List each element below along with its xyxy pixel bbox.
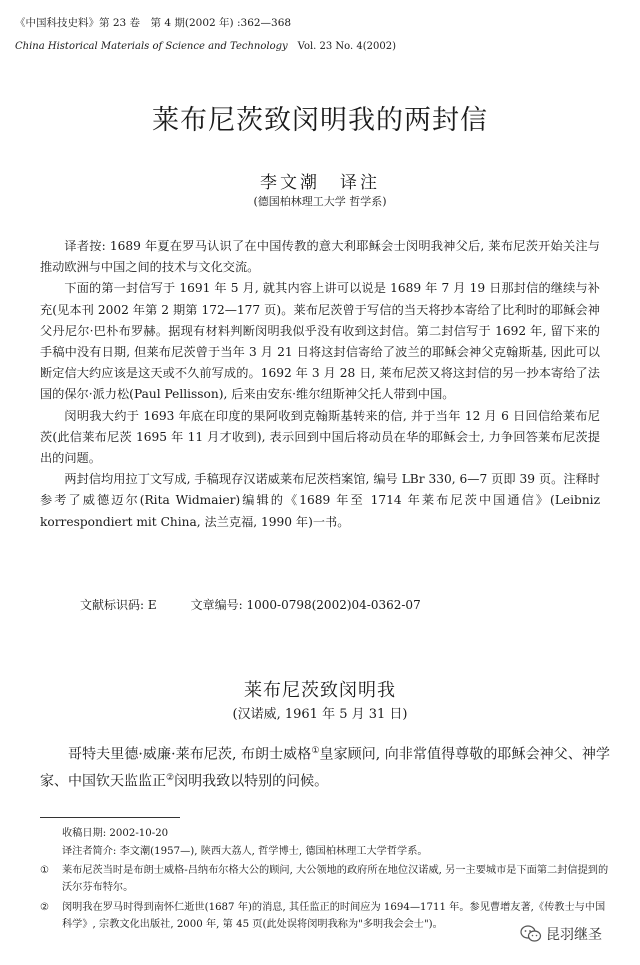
letter-text-part: 闵明我致以特别的问候。	[174, 773, 329, 790]
footnote-marker: ①	[40, 865, 50, 876]
running-header-english	[15, 40, 396, 54]
footnote-divider	[40, 817, 180, 818]
footnote-text: 莱布尼茨当时是布朗士威格-吕纳布尔格大公的顾问, 大公领地的政府所在地位汉诺威, 另一主要城市是下面第二封信提到的沃尔芬布特尔。	[62, 865, 609, 893]
article-identifiers	[80, 596, 421, 613]
running-header-chinese: 《中国科技史料》第 23 卷 第 4 期(2002 年) :362—368	[15, 17, 292, 29]
footnote-ref-2: ②	[166, 772, 175, 783]
article-author: 李文潮 译注	[260, 173, 380, 193]
document-code: 文献标识码: E	[80, 598, 157, 612]
abstract-paragraph: 下面的第一封信写于 1691 年 5 月, 就其内容上讲可以说是 1689 年 7 月 19 日那封信的继续与补充(见本刊 2002 年第 2 期第 172—177 页)。莱布尼茨曾于写信的当天将抄本寄给了比利时的耶稣会神父丹尼尔·巴朴布罗赫。据现有材料判断闵明我似乎没有收到这封信。第二封信写于 1692 年, 留下来的手稿中没有日期, 但莱布尼茨曾于当年 3 月 21 日将这封信寄给了波兰的耶稣会神父克翰斯基, 因此可以断定信大约应该是这天或不久前写成的。1692 年 3 月 28 日, 莱布尼茨又将这封信的另一抄本寄给了法国的保尔·派力松(Paul Pellisson), 后来由安东·维尔纽斯神父托人带到中国。	[40, 281, 600, 402]
footnote-1	[40, 862, 610, 896]
letter-opening	[40, 740, 610, 793]
letter-text-part: 皇家顾问, 向非常值得尊敬的耶稣会神父、神学家、中国钦天监监正	[40, 746, 610, 790]
article-title: 莱布尼茨致闵明我的两封信	[152, 105, 488, 136]
watermark-text: 昆羽继圣	[546, 927, 602, 943]
abstract-paragraph: 两封信均用拉丁文写成, 手稿现存汉诺威莱布尼茨档案馆, 编号 LBr 330, 6—7 页即 39 页。注释时参考了威德迈尔(Rita Widmaier)编辑的《1689 年至 1714 年莱布尼茨中国通信》(Leibniz korrespondiert mit China, 法兰克福, 1990 年)一书。	[40, 472, 600, 529]
article-number: 文章编号: 1000-0798(2002)04-0362-07	[190, 598, 421, 612]
wechat-icon	[520, 925, 542, 943]
section-date: (汉诺威, 1961 年 5 月 31 日)	[232, 707, 408, 722]
translator-bio: 译注者简介: 李文潮(1957—), 陕西大荔人, 哲学博士, 德国柏林理工大学哲学系。	[62, 846, 428, 857]
letter-text-part: 哥特夫里德·威廉·莱布尼茨, 布朗士威格	[68, 746, 312, 763]
received-date: 收稿日期: 2002-10-20	[62, 828, 169, 839]
journal-name: China Historical Materials of Science and Technology	[15, 41, 288, 52]
journal-volume: Vol. 23 No. 4(2002)	[297, 41, 396, 52]
footnote-text: 闵明我在罗马时得到南怀仁逝世(1687 年)的消息, 其任监正的时间应为 1694—1711 年。参见曹增友著,《传教士与中国科学》, 宗教文化出版社, 2000 年, 第 45 页(此处误将闵明我称为"多明我会会士")。	[62, 902, 606, 930]
translator-note	[40, 236, 600, 533]
author-affiliation: (德国柏林理工大学 哲学系)	[253, 195, 387, 208]
abstract-paragraph: 闵明我大约于 1693 年底在印度的果阿收到克翰斯基转来的信, 并于当年 12 月 6 日回信给莱布尼茨(此信莱布尼茨 1695 年 11 月才收到), 表示回到中国后将动员在华的耶稣会士, 力争回答莱布尼茨提出的问题。	[40, 408, 600, 466]
section-title: 莱布尼茨致闵明我	[244, 680, 396, 701]
wechat-watermark	[520, 924, 602, 944]
abstract-paragraph: 译者按: 1689 年夏在罗马认识了在中国传教的意大利耶稣会士闵明我神父后, 莱布尼茨开始关注与推动欧洲与中国之间的技术与文化交流。	[40, 239, 600, 275]
footnote-marker: ②	[40, 902, 50, 913]
footnote-ref-1: ①	[311, 746, 320, 756]
